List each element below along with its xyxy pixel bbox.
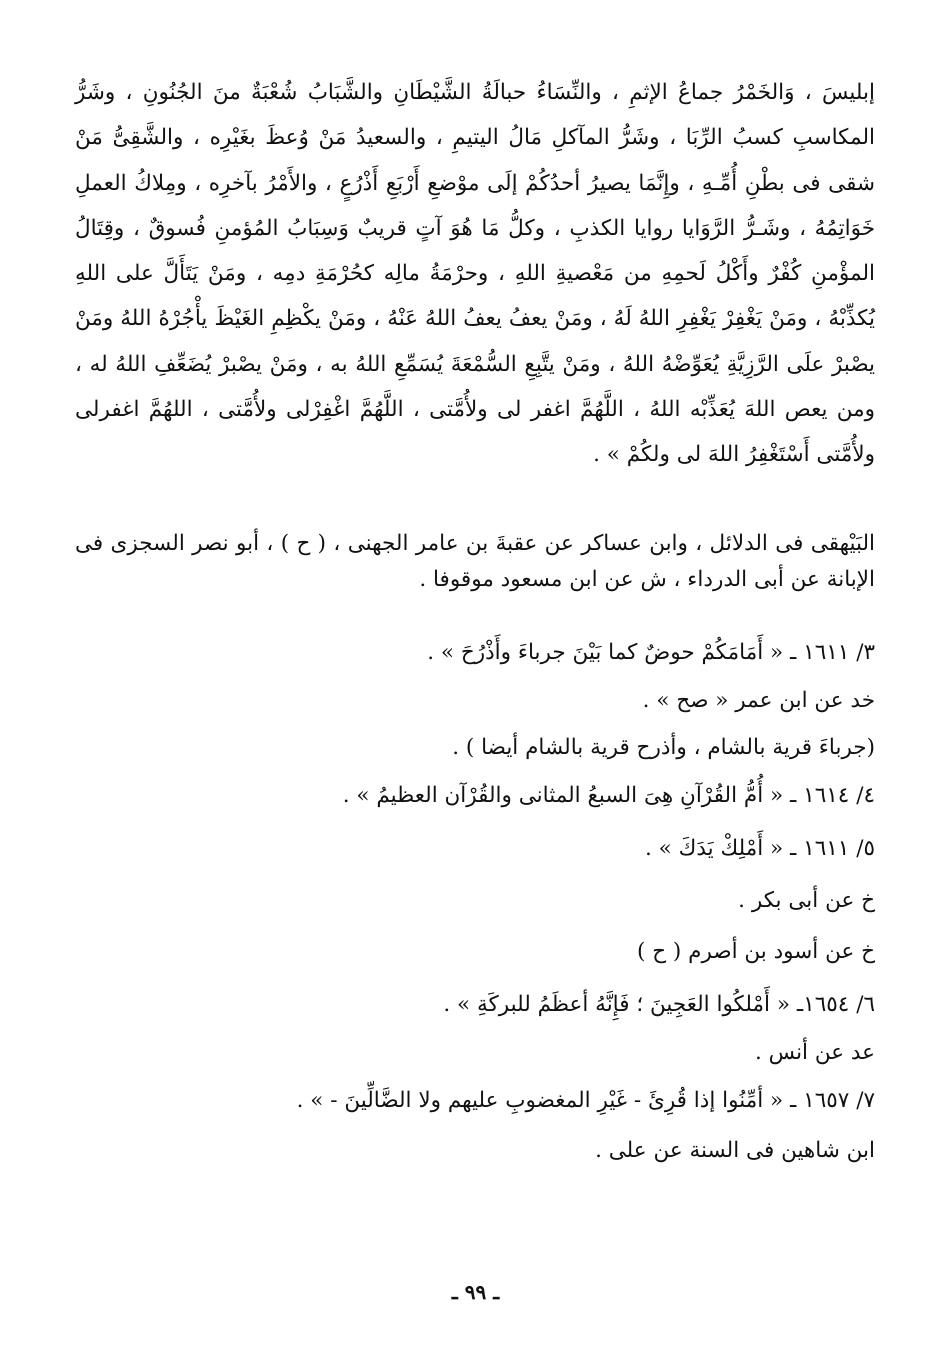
source-line: خ عن أسود بن أصرم ( ح ) <box>637 939 875 964</box>
source-line: خ عن أبى بكر . <box>738 888 875 913</box>
hadith-paragraph: إبليسَ ، وَالخَمْرُ جماعُ الإثمِ ، والنِّسَاءُ حبالَةُ الشَّيْطَانِ والشَّبَابُ شُعْبَةٌ منَ الجُنُونِ ، وشَرُّ المكاسبِ كسبُ الرِّبَا ، وشَرُّ المآكلِ مَالُ اليتيمِ ، والسعيدُ مَنْ وُعظَ بغَيْرِه ، والشَّقِىُّ مَنْ شقى فى بطْنِ أُمِّـهِ ، وإِنَّمَا يصيرُ أحدُكُمْ إلَى موْضعِ أَرْبَعِ أَذْرُعٍ ، والأَمْرُ بآخرِه ، ومِلاكُ العملِ خَوَاتِمُهُ ، وشَـرُّ الرَّوَايا روايا الكذبِ ، وكلُّ مَا هُوَ آتٍ قريبٌ وَسِبَابُ المُؤمنِ فُسوقٌ ، وقِتَالُ المؤْمنِ كُفْرٌ وأَكْلُ لَحمِهِ من مَعْصيةِ اللهِ ، وحرْمَةُ مالِه كحُرْمَةِ دمِه ، ومَنْ يَتَأَلَّ على اللهِ يُكذِّبْهُ ، ومَنْ يَغْفِرْ يَغْفِرِ اللهُ لَهُ ، ومَنْ يعفُ يعفُ اللهُ عَنْهُ ، ومَنْ يكْظِمِ الغَيْظَ يأْجُرْهُ اللهُ ومَنْ يصْبرْ علَى الرَّزِيَّةِ يُعَوِّضْهُ اللهُ ، ومَنْ يتَّبِعِ السُّمْعَةَ يُسَمِّعِ اللهُ به ، ومَنْ يصْبرْ يُضَعِّفِ اللهُ له ، ومن يعص اللهَ يُعَذِّبْه اللهُ ، اللَّهُمَّ اغفر لى ولأُمَّتى ، اللَّهُمَّ اغْفِرْلى ولأُمَّتى ، اللهُمَّ اغفرلى ولأُمَّتى أَسْتَغْفِرُ اللهَ لى ولكُمْ » . <box>75 80 875 468</box>
source-line: خد عن ابن عمر « صح » . <box>642 688 875 713</box>
source-paragraph: البَيْهقى فى الدلائل ، وابن عساكر عن عقبةَ بن عامر الجهنى ، ( ح ) ، أبو نصر السجزى فى الإبانة عن أبى الدرداء ، ش عن ابن مسعود موقوفا . <box>75 531 875 592</box>
note-line: (جرباءَ قرية بالشام ، وأذرح قرية بالشام أيضا ) . <box>452 735 875 760</box>
hadith-entry-4: ٤/ ١٦١٤ ـ « أُمُّ القُرْآنِ هِىَ السبعُ المثانى والقُرْآن العظيمُ » . <box>342 783 875 808</box>
source-line: عد عن أنس . <box>754 1040 875 1065</box>
source-line: ابن شاهين فى السنة عن على . <box>595 1138 875 1163</box>
hadith-entry-6: ٦/ ١٦٥٤ـ « أَمْلكُوا العَجِينَ ؛ فَإِنَّهُ أعظَمُ للبركَةِ » . <box>443 992 875 1017</box>
hadith-entry-5: ٥/ ١٦١١ ـ « أَمْلِكْ يَدَكَ » . <box>644 836 875 861</box>
hadith-entry-7: ٧/ ١٦٥٧ ـ « أمِّنُوا إذا قُرِئَ - غَيْرِ المغضوبِ عليهم ولا الضَّالِّينَ - » . <box>296 1088 875 1113</box>
page-number: ـ ٩٩ ـ <box>451 1280 500 1304</box>
hadith-entry-3: ٣/ ١٦١١ ـ « أَمَامَكُمْ حوضٌ كما بَيْنَ جرباءَ وأَذْرُحَ » . <box>427 640 875 665</box>
